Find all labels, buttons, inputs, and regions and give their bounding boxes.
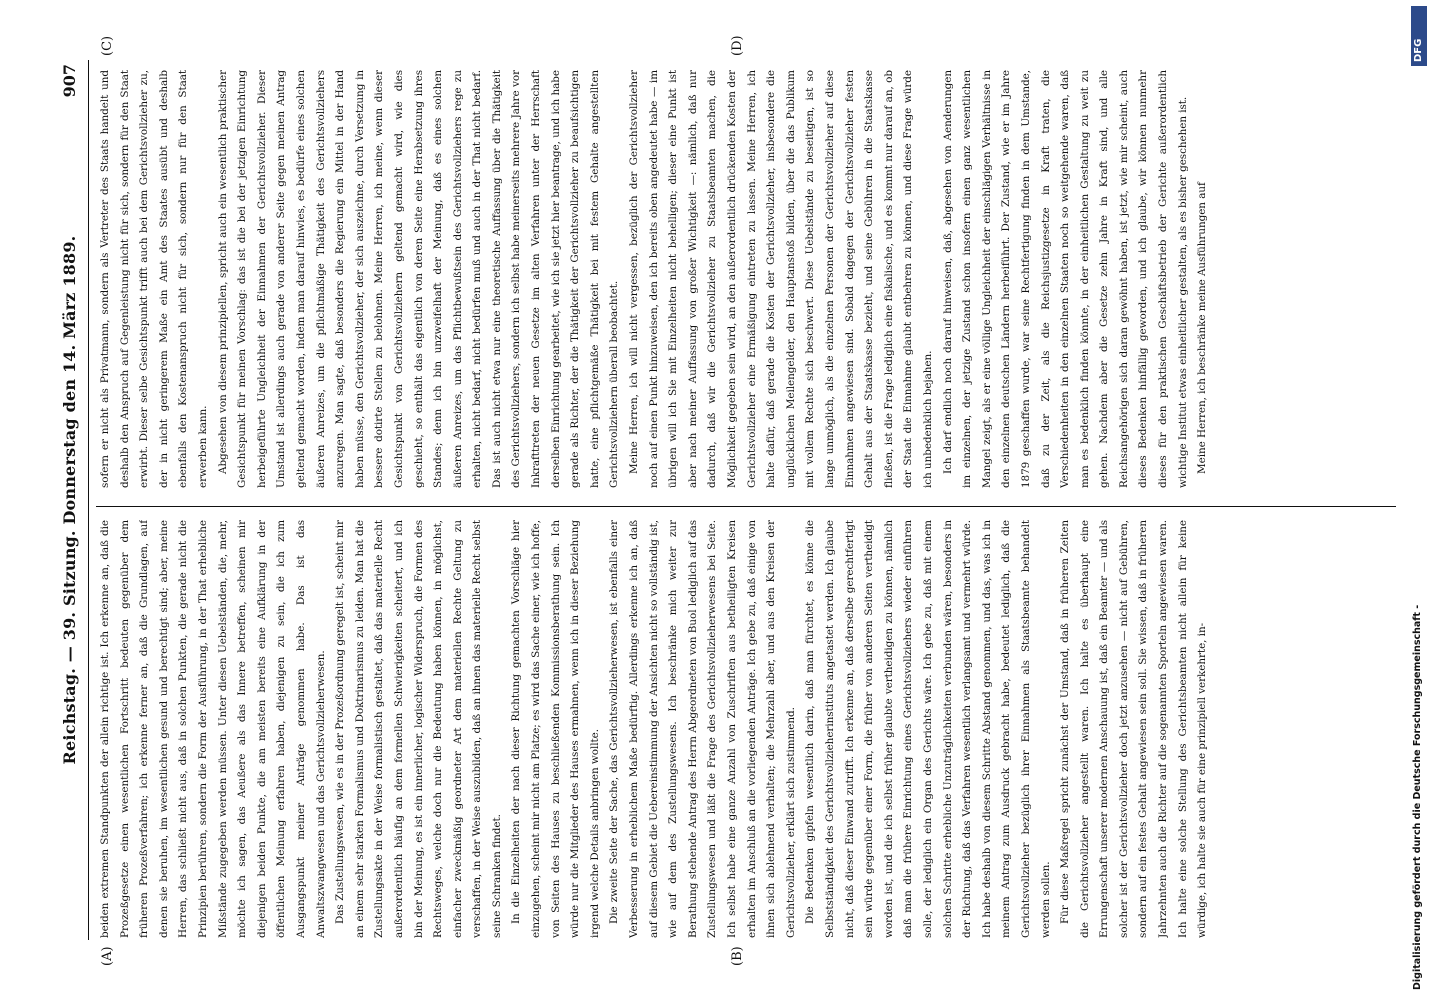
right-paragraph: Meine Herren, ich will nicht vergessen, bezüglich der Gerichtsvollzieher noch auf einen Punkt hinzuweisen, den ich bereits oben angedeutet habe — im übrigen will ich Sie mit Einzelheiten nicht behelligen; dieser eine Punkt ist aber nach meiner Auffassung von großer Wichtigkeit —: nämlich, daß nur dadurch, daß wir die Gerichtsvollzieher zu Staatsbeamten machen, die Möglichkeit gegeben sein wird, an den außerordentlich drückenden Kosten der Gerichtsvollzieher eine Ermäßigung eintreten zu lassen. Meine Herren, ich halte dafür, daß gerade die Kosten der Gerichtsvollzieher, insbesondere die unglücklichen Meilengelder, den Hauptanstoß bilden, über die das Publikum mit vollem Rechte sich beschwert. Diese Uebelstände zu beseitigen, ist so lange unmöglich, als die einzelnen Personen der Gerichtsvollzieher auf diese Einnahmen angewiesen sind. Sobald dagegen der Gerichtsvollzieher festen Gehalt aus der Staatskasse bezieht, und seine Gebühren in die Staatskasse fließen, ist die Frage lediglich eine fiskalische, und es kommt nur darauf an, ob der Staat die Einnahme glaubt entbehren zu können, und diese Frage würde ich unbedenklich bejahen.	[628, 70, 934, 488]
right-paragraph: Ich darf endlich noch darauf hinweisen, daß, abgesehen von Aenderungen im einzelnen, der jetzige Zustand schon insofern einen ganz wesentlichen Mangel zeigt, als er eine völlige Ungleichheit der einschlägigen Verhältnisse in den einzelnen deutschen Ländern herbeiführt. Der Zustand, wie er im Jahre 1879 geschaffen wurde, war seine Rechtfertigung finden in dem Umstande, daß zu der Zeit, als die Reichsjustizgesetze in Kraft traten, die Verschiedenheiten in den einzelnen Staaten noch so weitgehende waren, daß man es bedenklich finden könnte, in der einheitlichen Gestaltung zu weit zu gehen. Nachdem aber die Gesetze zehn Jahre in Kraft sind, und alle Reichsangehörigen sich daran gewöhnt haben, ist jetzt, wie mir scheint, auch dieses Bedenken hinfällig geworden, und ich glaube, wir können nunmehr dieses für den praktischen Geschäftsbetrieb der Gerichte außerordentlich wichtige Institut etwas einheitlicher gestalten, als es bisher geschehen ist.	[941, 70, 1189, 488]
margin-mark-c: (C)	[100, 35, 115, 56]
left-paragraph: In die Einzelheiten der nach dieser Richtung gemachten Vorschläge hier einzugehen, scheint mir nicht am Platze; es wird das Sache einer, wie ich hoffe, von Seiten des Hauses zu beschließenden Kommissionsberathung sein. Ich würde nur die Mitglieder des Hauses ermahnen, wenn ich in dieser Beziehung irgend welche Details anbringen wollte.	[510, 520, 601, 938]
left-paragraph: beiden extremen Standpunkten der allein richtige ist. Ich erkenne an, daß die Prozeßgesetze einen wesentlichen Fortschritt bedeuten gegenüber dem früheren Prozeßverfahren; ich erkenne ferner an, daß die Grundlagen, auf denen sie beruhen, im wesentlichen gesund und berechtigt sind; aber, meine Herren, das schließt nicht aus, daß in solchen Punkten, die gerade nicht die Prinzipien berühren, sondern die Form der Ausführung, in der That erhebliche Mißstände zugegeben werden müssen. Unter diesen Uebelständen, die, mehr, möchte ich sagen, das Aeußere als das Innere betreffen, scheinen mir diejenigen beiden Punkte, die am meisten bereits eine Aufklärung in der öffentlichen Meinung erfahren haben, diejenigen zu sein, die ich zum Ausgangspunkt meiner Anträge genommen habe. Das ist das Anwaltszwangwesen und das Gerichtsvollzieherwesen.	[99, 520, 327, 938]
margin-mark-a: (A)	[100, 946, 115, 966]
left-paragraph: Die Bedenken gipfeln wesentlich darin, daß man fürchtet, es könne die Selbstständigkeit des Gerichtsvollzieherinstituts angetastet werden. Ich glaube nicht, daß dieser Einwand zutrifft. Ich erkenne an, daß derselbe gerechtfertigt sein würde gegenüber einer Form, die früher von anderen Seiten vertheidigt worden ist, und die ich selbst früher glaubte vertheidigen zu können, nämlich daß man die frühere Einrichtung eines Gerichtsvollziehers wieder einführen solle, der lediglich ein Organ des Gerichts wäre. Ich gebe zu, daß mit einem solchen Schritte erhebliche Unzuträglichkeiten verbunden wären, besonders in der Richtung, daß das Verfahren wesentlich verlangsamt und vermehrt würde. Ich habe deshalb von diesem Schritte Abstand genommen, und das, was ich in meinem Antrag zum Ausdruck gebracht habe, bedeutet lediglich, daß die Gerichtsvollzieher bezüglich ihrer Einnahmen als Staatsbeamte behandelt werden sollen.	[804, 520, 1052, 938]
margin-mark-b: (B)	[730, 946, 745, 966]
running-header	[58, 60, 89, 940]
right-paragraph: Abgesehen von diesem prinzipiellen, spricht auch ein wesentlich praktischer Gesichtspunkt für meinen Vorschlag: das ist die bei der jetzigen Einrichtung herbeigeführte Ungleichheit der Einnahmen der Gerichtsvollzieher. Dieser Umstand ist allerdings auch gerade von anderer Seite gegen meinen Antrag geltend gemacht worden, indem man darauf hinwies, es bedürfe eines solchen äußeren Anreizes, um die pflichtmäßige Thätigkeit des Gerichtsvollziehers anzuregen. Man sagte, daß besonders die Regierung ein Mittel in der Hand haben müsse, den Gerichtsvollzieher, der sich auszeichne, durch Versetzung in bessere dotirte Stellen zu belohnen. Meine Herren, ich meine, wenn dieser Gesichtspunkt von Gerichtsvollziehern geltend gemacht wird, wie dies geschieht, so enthält das eigentlich von deren Seite eine Herabsetzung ihres Standes; denn ich bin unzweifelhaft der Meinung, daß es eines solchen äußeren Anreizes, um das Pflichtbewußtsein des Gerichtsvollziehers rege zu erhalten, nicht bedarf, nicht bedürfen muß und auch in der That nicht bedarf. Das ist auch nicht etwa nur eine theoretische Auffassung über die Thätigkeit des Gerichtsvollziehers, sondern ich selbst habe meinerseits mehrere Jahre vor Inkrafttreten der neuen Gesetze im alten Verfahren unter der Herrschaft derselben Einrichtung gearbeitet, wie ich sie jetzt hier beantrage, und ich habe gerade als Richter, der die Thätigkeit der Gerichtsvollzieher zu beaufsichtigen hatte, eine pflichtgemäße Thätigkeit bei mit festem Gehalte angestellten Gerichtsvollziehern überall beobachtet.	[216, 70, 621, 488]
left-column	[96, 520, 1356, 938]
right-paragraph: sofern er nicht als Privatmann, sondern als Vertreter des Staats handelt und deshalb den Anspruch auf Gegenleistung nicht für sich, sondern für den Staat erwirbt. Dieser selbe Gesichtspunkt trifft auch bei dem Gerichtsvollzieher zu, der in nicht geringerem Maße ein Amt des Staates ausübt und deshalb ebenfalls den Kostenanspruch nicht für sich, sondern nur für den Staat erwerben kann.	[99, 70, 209, 488]
right-paragraph: Meine Herren, ich beschränke meine Ausführungen auf	[1196, 182, 1209, 474]
page-number: 907	[60, 64, 79, 98]
right-column	[96, 70, 1356, 488]
left-paragraph: Das Zustellungswesen, wie es in der Prozeßordnung geregelt ist, scheint mir an einem sehr starken Formalismus und Doktrinarismus zu leiden. Man hat die Zustellungsakte in der Weise formalistisch gestaltet, daß das materielle Recht außerordentlich häufig an dem formellen Schwierigkeiten scheitert, und ich bin der Meinung, es ist ein innerlicher, logischer Widerspruch, die Formen des Rechtsweges, welche doch nur die Bedeutung haben können, in möglichst, einfacher zweckmäßig geordneter Art dem materiellen Rechte Geltung zu verschaffen, in der Weise auszubilden, daß an ihnen das materielle Recht selbst seine Schranken findet.	[334, 520, 503, 938]
digitization-credit	[1408, 0, 1432, 1000]
header-title: Reichstag. — 39. Sitzung. Donnerstag den 14. März 1889.	[60, 235, 79, 765]
dfg-logo-text: DFG	[1413, 38, 1424, 62]
column-divider	[96, 506, 1396, 507]
credit-text: Digitalisierung gefördert durch die Deutsche Forschungsgemeinschaft -	[1412, 604, 1423, 990]
margin-mark-d: (D)	[730, 35, 745, 56]
left-paragraph: Für diese Maßregel spricht zunächst der Umstand, daß in früheren Zeiten die Gerichtsvollzieher angestellt waren. Ich halte es überhaupt eine Errungenschaft unserer modernen Anschauung ist, daß ein Beamter — und als solcher ist der Gerichtsvollzieher doch jetzt anzusehen — nicht auf Gebühren, sondern auf ein festes Gehalt angewiesen sein soll. Sie wissen, daß in früheren Jahrzehnten auch die Richter auf die sogenannten Sporteln angewiesen waren. Ich halte eine solche Stellung des Gerichtsbeamten nicht allein für keine würdige, ich halte sie auch für eine prinzipiell verkehrte, in-	[1059, 520, 1209, 938]
left-paragraph: Die zweite Seite der Sache, das Gerichtsvollzieherwesen, ist ebenfalls einer Verbesserung in erheblichem Maße bedürftig. Allerdings erkenne ich an, daß auf diesem Gebiet die Uebereinstimmung der Ansichten nicht so vollständig ist, wie auf dem des Zustellungswesens. Ich beschränke mich weiter zur Berathung stehende Antrag des Herrn Abgeordneten von Buol lediglich auf das Zustellungswesen und läßt die Frage des Gerichtsvollzieherwesens bei Seite. Ich selbst habe eine ganze Anzahl von Zuschriften aus betheiligten Kreisen erhalten im Anschluß an die vorliegenden Anträge. Ich gebe zu, daß einige von ihnen sich ablehnend verhalten; die Mehrzahl aber, und aus den Kreisen der Gerichtsvollzieher, erklärt sich zustimmend.	[608, 520, 797, 938]
